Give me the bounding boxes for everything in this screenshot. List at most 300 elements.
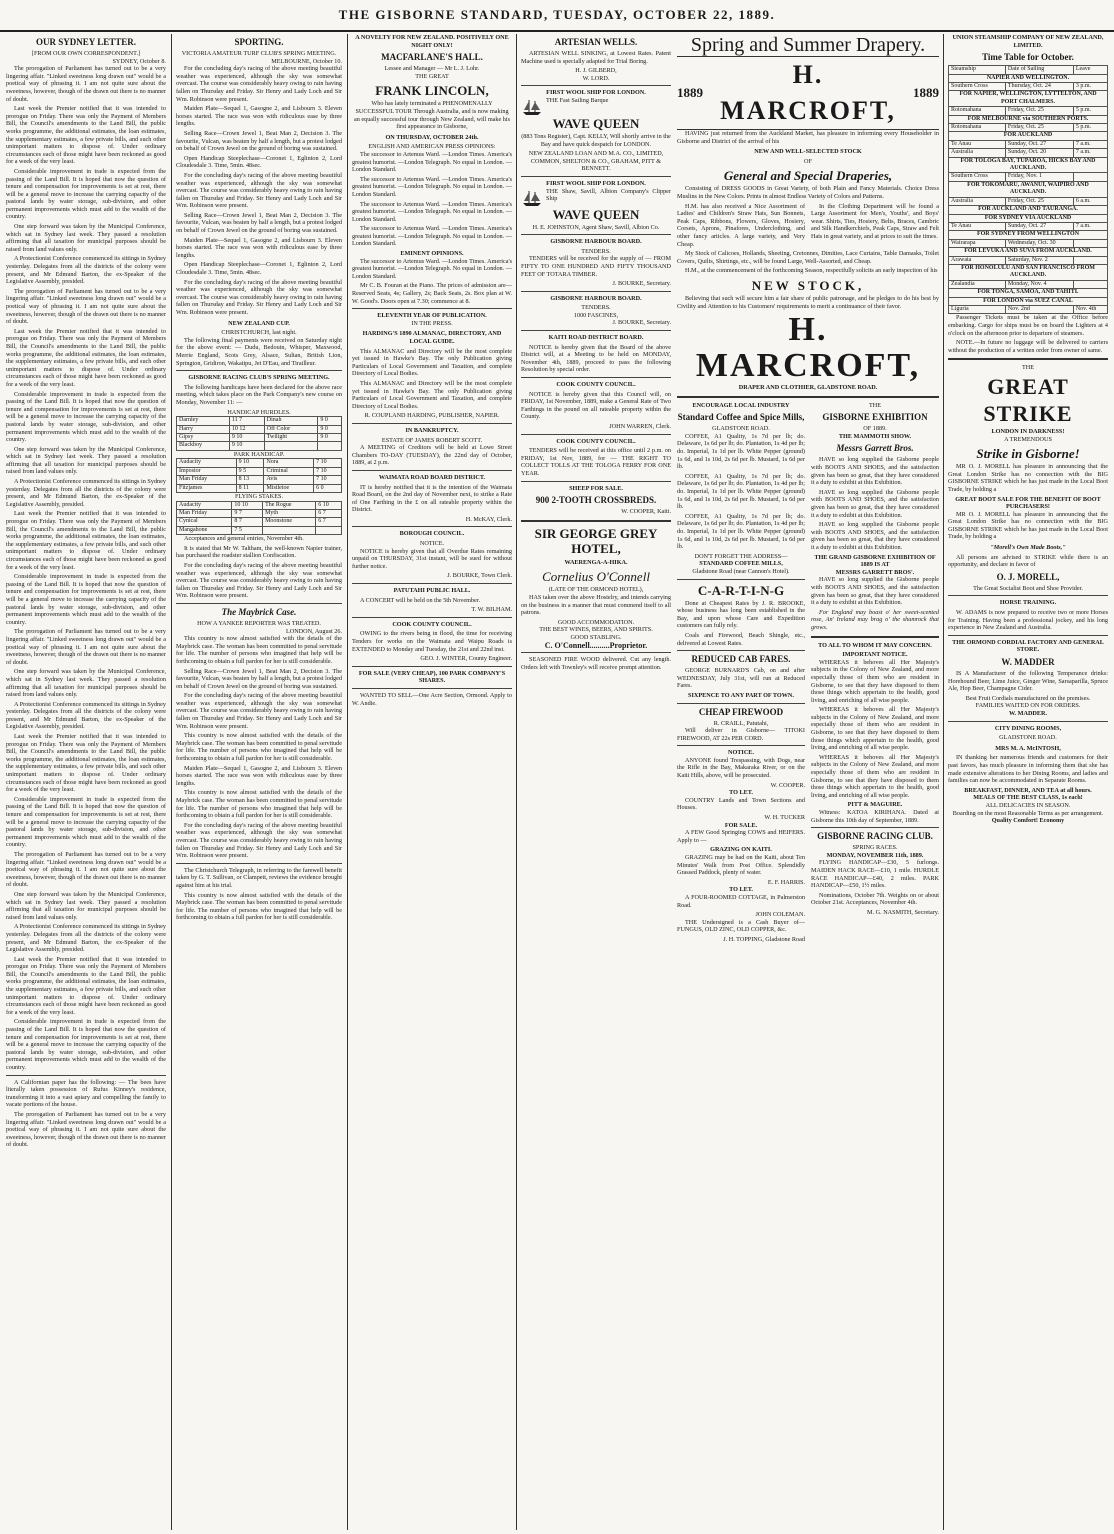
handicap-cell: 8 13 xyxy=(236,476,264,484)
ad-title: STRIKE xyxy=(983,400,1073,426)
ad-text: Coals and Firewood, Beach Shingle, etc., delivered at Lowest Rates. xyxy=(677,631,805,647)
ad-heading: ELEVENTH YEAR OF PUBLICATION. xyxy=(377,312,487,320)
ad-title: GISBORNE HARBOUR BOARD. xyxy=(550,238,642,246)
table-cell: 7 a.m. xyxy=(1073,222,1107,230)
ad-heading: STANDARD COFFEE MILLS, xyxy=(699,560,783,568)
table-cell: Sunday, Oct. 20 xyxy=(1005,149,1073,157)
paragraph: Last week the Premier notified that it was intended to prorogue on Friday. There was only the Payment of Members Bill, the Council's amendments to the Land Bill, the public works programme, the additional estimates, the loan estimates, the supplementary estimates, a few private bills, and such other unimportant matters to dispose of. Under ordinary circumstances each of those might have been reckoned as good for a week of the very least. xyxy=(6,510,166,571)
sailing-ship-icon xyxy=(521,189,543,207)
handicap-cell: 7 5 xyxy=(232,526,263,534)
ad-title: REDUCED CAB FARES. xyxy=(691,654,791,665)
handicap-cell: Darnley xyxy=(177,417,230,425)
ad-text: NOTICE is hereby given that the Board of the above District will, at a Meeting to be held on MONDAY, November 4th, 1889, proceed to pass the following Resolution by special order. xyxy=(521,343,671,374)
route-heading: FOR SYDNEY FROM WELLINGTON xyxy=(949,231,1108,239)
paragraph: Considerable improvement in trade is expected from the passing of the Land Bill. It is hoped that now the question of tenure and compensation for improvements is set at rest, there will be a general move to increase the carrying capacity of the pastoral lands by water storage, sub-division, and other permanent improvements which must add to the wealth of the country. xyxy=(6,390,166,444)
handicap-cell: Cynical xyxy=(177,518,232,526)
table-cell: Wairarapa xyxy=(949,239,1006,247)
ad-signature: H. E. JOHNSTON, Agent Shaw, Savill, Albion Co. xyxy=(532,223,660,231)
paragraph: This country is now almost satisfied with the details of the Maybrick case. The woman has been committed to penal servitude for life. The number of persons who imagined that help will be forthcoming to obtain a full pardon for her is still considerable. xyxy=(176,732,342,763)
ad-title: ARTESIAN WELLS. xyxy=(554,37,638,47)
divider xyxy=(352,308,512,309)
paragraph: For the concluding day's racing of the above meeting beautiful weather was experienced, although the sky was somewhat overcast. The course was considerably heavy owing to rain having fallen on Thursday and Friday. Sir Henry and Lady Loch and Sir Wm. Robinson were present. xyxy=(176,692,342,730)
table-cell: Liguria xyxy=(949,305,1006,313)
ad-text: ARTESIAN WELL SINKING, at Lowest Rates. Patent Machine used is specially adapted for Trial Boring. xyxy=(521,50,671,65)
divider xyxy=(521,234,671,235)
ad-text: For England may boast o' her sweet-scented rose, An' Ireland may brag o' the shamrock that grows. xyxy=(811,608,939,631)
ad-text: Mr C. B. Fouran at the Piano. The prices of admission are—Reserved Seats, 4s; Gallery, 2s; Back Seats, 2s. Box plan at W. W. Good's. Doors open at 7.30; commence at 8. xyxy=(352,282,512,305)
ad-title: "Morell's Own Made Boots," xyxy=(990,544,1066,552)
ad-title: WAIMATA ROAD BOARD DISTRICT. xyxy=(378,473,486,481)
handicap-cell: Audacity xyxy=(177,501,232,509)
race-heading: FLYING STAKES. xyxy=(234,492,284,500)
ad-heading: OF 1889. xyxy=(863,425,887,433)
ad-signature: W. LORD. xyxy=(582,74,610,82)
dateline: MELBOURNE, October 10. xyxy=(271,57,342,65)
ad-heading: DRAPER AND CLOTHIER, GLADSTONE ROAD. xyxy=(738,384,878,392)
ad-text: WHEREAS it behoves all Her Majesty's subjects in the Colony of New Zealand, and more especially those of them who are resident in Gisborne, to see that they have disposed to them those things which appertain to the health, good living, and enriching of all wise people. xyxy=(811,658,939,704)
lower-ads-block xyxy=(677,402,939,944)
divider xyxy=(6,1075,166,1076)
ad-title: W. MADDER xyxy=(1001,657,1055,667)
paragraph: One step forward was taken by the Municipal Conference, which sat in Sydney last week. They passed a resolution affirming that all taxation for municipal purposes should be raised from land values only. xyxy=(6,223,166,253)
ad-signature: W. MADDER. xyxy=(1008,709,1048,717)
ad-text: COFFEE, A1 Quality, 1s 7d per lb; do. Delaware, 1s 6d per lb; do. Plantation, 1s 4d per lb; do. Imperial, 1s 1d per lb. White Pepper (ground) 1s 6d, and 1s 10d, 2s 6d per lb. Mustard, 1s 6d per lb. xyxy=(677,512,805,551)
masthead: THE GISBORNE STANDARD, TUESDAY, OCTOBER 22, 1889. xyxy=(0,0,1114,32)
ad-text: A FOUR-ROOMED COTTAGE, in Palmerston Road. xyxy=(677,893,805,909)
ad-signature: C. O'Connell..........Proprietor. xyxy=(544,640,648,650)
dateline: SYDNEY, October 8. xyxy=(112,57,166,65)
ad-text: Believing that such will secure him a fair share of public patronage, and he pledges to do his best by Civility and Attention to his Customers' requirements to merit a continuance of their favor. xyxy=(677,294,939,310)
handicap-cell: Blackboy xyxy=(177,442,230,450)
section-heading: NEW ZEALAND CUP. xyxy=(228,319,290,327)
ad-text: 1000 FASCINES, xyxy=(573,311,619,319)
handicap-row xyxy=(177,484,342,492)
ad-signature: J. BOURKE, Secretary. xyxy=(612,280,671,288)
divider xyxy=(677,579,805,580)
divider xyxy=(677,703,805,704)
ad-title: Time Table for October. xyxy=(982,52,1074,63)
ad-text: Best Fruit Cordials manufactured on the premises. xyxy=(965,694,1091,702)
ad-title: NEW STOCK, xyxy=(751,277,865,293)
sailing-ship-icon xyxy=(521,98,543,116)
ad-heading: SHEEP FOR SALE. xyxy=(569,484,623,492)
paragraph: The prorogation of Parliament has turned out to be a very lingering affair. "Linked sweetness long drawn out" would be a poetical way of phrasing it. I am not quite sure about the sweetness, however, though of the drawn out there is no manner of doubt. xyxy=(6,628,166,666)
article-title: OUR SYDNEY LETTER. xyxy=(36,37,136,47)
ad-text: NOTICE is hereby given that all Overdue Rates remaining unpaid on THURSDAY, 31st instant, will be sued for without further notice. xyxy=(352,547,512,570)
ad-text: A MEETING of Creditors will be held at Lowe Street Chambers TO-DAY (TUESDAY), the 22nd day of October, 1889, at 2 p.m. xyxy=(352,444,512,467)
merchant-name: H. MARCROFT, xyxy=(695,311,921,385)
handicap-cell: 10 10 xyxy=(232,501,263,509)
table-cell: Friday, Oct. 25 xyxy=(1005,107,1073,115)
ad-title: COOK COUNTY COUNCIL. xyxy=(556,381,636,389)
ad-text: THE Undersigned is a Cash Buyer of— FUNGUS, OLD ZINC, OLD COPPER, &c. xyxy=(677,918,805,934)
ad-title: IN BANKRUPTCY. xyxy=(405,426,459,434)
ad-heading: THE GRAND GISBORNE EXHIBITION OF 1889 IS AT xyxy=(814,553,936,569)
ad-title: COOK COUNTY COUNCIL. xyxy=(556,437,636,445)
table-cell: Friday, Oct. 25 xyxy=(1005,124,1073,132)
paragraph: A Protectionist Conference commenced its sittings in Sydney yesterday. Delegates from all the districts of the colony were present, and Mr Edmund Barton, the ex-Speaker of the Legislative Assembly, presided. xyxy=(6,700,166,731)
handicap-cell: 9 10 xyxy=(229,442,264,450)
ad-title: Standard Coffee and Spice Mills, xyxy=(677,412,805,423)
ad-text: Gladstone Road (near Cannon's Hotel). xyxy=(692,567,790,575)
timetable xyxy=(948,65,1108,314)
handicap-cell: Moonstone xyxy=(263,518,316,526)
divider xyxy=(176,603,342,604)
marcroft-header xyxy=(677,56,939,130)
paragraph: Considerable improvement in trade is expected from the passing of the Land Bill. It is hoped that now the question of tenure and compensation for improvements is set at rest, there will be a general move to increase the carrying capacity of the pastoral lands by water storage, sub-division, and other permanent improvements which must add to the wealth of the country. xyxy=(6,573,166,626)
paragraph: Open Handicap Steeplechase—Coronet 1, Eglinton 2, Lord Cloudesdale 3. Time, 5min. 48sec. xyxy=(176,154,342,170)
route-heading: FOR AUCKLAND AND TAURANGA. xyxy=(949,206,1108,214)
ad-text: W. ADAMS is now prepared to receive two or more Horses for Training. Having been a professional jockey, and his long experience in New Zealand and Australia. xyxy=(948,609,1108,632)
divider xyxy=(352,617,512,618)
paragraph: For the concluding day's racing of the above meeting beautiful weather was experienced, although the sky was somewhat overcast. The course was considerably heavy owing to rain having fallen on Thursday and Friday. Sir Henry and Lady Loch and Sir Wm. Robinson were present. xyxy=(176,278,342,316)
table-cell: Sunday, Oct. 27 xyxy=(1005,222,1073,230)
ad-title: GISBORNE RACING CLUB. xyxy=(817,831,933,842)
ad-heading: FIRST WOOL SHIP FOR LONDON. xyxy=(546,179,646,187)
ad-text: A FEW Good Springing COWS and HEIFERS. Apply to — xyxy=(677,829,805,844)
ad-title: BOROUGH COUNCIL. xyxy=(399,530,465,538)
route-heading: FOR TOLOGA BAY, TUPAROA, HICKS BAY AND AUCKLAND. xyxy=(949,157,1108,173)
ad-text: The successor to Artemus Ward. —London Times. America's greatest humorist. —London Telegraph. No equal in London. —London Standard. xyxy=(352,150,512,174)
dateline: CHRISTCHURCH, last night. xyxy=(221,329,297,337)
ad-text: Will deliver in Gisborne— TITOKI FIREWOOD, AT 22s PER CORD. xyxy=(677,727,805,742)
divider xyxy=(677,745,805,746)
article-title: The Maybrick Case. xyxy=(221,606,297,617)
subheading: VICTORIA AMATEUR TURF CLUB'S SPRING MEETING. xyxy=(181,50,337,57)
route-heading: FOR TOKOMARU, AWANUI, WAIPIRO AND AUCKLAND. xyxy=(949,181,1108,197)
ad-text: THE Fast Sailing Barque xyxy=(546,96,609,104)
ad-heading: ALL DELICACIES IN SEASON. xyxy=(985,801,1071,809)
handicap-cell: Twilight xyxy=(264,433,318,441)
paragraph: Acceptances and general entries, November 4th. xyxy=(184,535,304,543)
ad-text: The successor to Artemus Ward. —London Times. America's greatest humorist. —London Telegraph. No equal in London. —London Standard. xyxy=(352,257,512,280)
ad-text: In the Clothing Department will be found a Large Assortment for Men's, Youths', and Boys' wear. Shirts, Ties, Hosiery, Belts, Braces, Cambric and Silk Handkerchiefs, Peak Caps, Straw and Felt Hats in great variety, and at prices to suit the times. xyxy=(811,202,939,240)
ad-text: FAMILIES WAITED ON FOR ORDERS. xyxy=(975,702,1081,710)
year-label: 1889 xyxy=(913,85,939,101)
handicap-cell: Fitzjames xyxy=(177,484,237,492)
ad-heading: EMINENT OPINIONS. xyxy=(400,250,464,258)
ad-heading: GOOD STABLING. xyxy=(570,633,622,641)
paragraph: The prorogation of Parliament has turned out to be a very lingering affair. "Linked sweetness long drawn out" would be a poetical way of phrasing it. I am not quite sure about the sweetness, however, though of the drawn out there is no manner of doubt. xyxy=(6,1110,166,1149)
route-heading: FOR NAPIER, WELLINGTON, LYTTELTON, AND PORT CHALMERS. xyxy=(949,91,1108,107)
table-cell: Saturday, Nov. 2 xyxy=(1005,256,1073,264)
paragraph: It is stated that Mr W. Taltham, the well-known Napier trainer, has purchased the roadster stallion Confiscation. xyxy=(176,544,342,560)
ad-text: HAVE so long supplied the Gisborne people with BOOTS AND SHOES, and the satisfaction given has been so great, that they have considered it a duty to exhibit at this Exhibition. xyxy=(811,576,939,607)
table-cell: Australia xyxy=(949,149,1006,157)
ad-heading: IN THE PRESS. xyxy=(411,319,453,327)
subheading: HOW A YANKEE REPORTER WAS TREATED. xyxy=(197,619,321,627)
divider xyxy=(176,863,342,864)
divider xyxy=(352,423,512,424)
divider xyxy=(352,666,512,667)
ad-heading: GLADSTONE ROAD. xyxy=(712,425,770,433)
ad-heading: GOOD ACCOMMODATION. xyxy=(557,618,635,626)
ad-title: GREAT xyxy=(987,373,1069,399)
handicap-cell: 9 10 xyxy=(229,433,264,441)
ad-text: The successor to Artemus Ward. —London Times. America's greatest humorist. —London Telegraph. No equal in London. —London Standard. xyxy=(352,200,512,223)
ad-heading: TENDERS. xyxy=(581,304,611,312)
handicap-cell: 7 10 xyxy=(314,476,342,484)
paragraph: One step forward was taken by the Municipal Conference, which sat in Sydney last week. They passed a resolution affirming that all taxation for municipal purposes should be raised from land values only. xyxy=(6,890,166,921)
table-header: Leave xyxy=(1073,66,1107,74)
paragraph: Last week the Premier notified that it was intended to prorogue on Friday. There was only the Payment of Members Bill, the Council's amendments to the Land Bill, the public works programme, the additional estimates, the loan estimates, the supplementary estimates, a few private bills, and such other unimportant matters to dispose of. Under ordinary circumstances each of those might have been reckoned as good for a week of the very least. xyxy=(6,105,166,166)
two-column-block xyxy=(677,203,939,251)
ad-heading: MEALS OF THE BEST CLASS, 1s each! xyxy=(973,794,1083,802)
ad-signature: JOHN COLEMAN. xyxy=(755,911,805,919)
ad-heading: TO LET. xyxy=(729,789,753,797)
handicap-row xyxy=(177,417,342,425)
ad-signature: PITT & MAGUIRE. xyxy=(847,801,903,809)
ad-signature: NEW ZEALAND LOAN AND M.A. CO., LIMITED, COMMON, SHELTON & CO., GRAHAM, PITT & BENNETT. xyxy=(528,150,664,173)
ad-signature: M. G. NASMITH, Secretary. xyxy=(867,908,939,916)
handicap-cell xyxy=(316,526,342,534)
ad-text: Boarding on the most Reasonable Terms as per arrangement. xyxy=(952,809,1104,817)
ad-title: SIR GEORGE GREY HOTEL, xyxy=(534,525,658,556)
table-cell: 5 p.m. xyxy=(1073,124,1107,132)
ad-text: (883 Tons Register), Capt. KELLY, Will shortly arrive in the Bay and have quick despatch for LONDON. xyxy=(521,132,671,148)
ad-title: Messrs Garrett Bros. xyxy=(836,443,914,454)
ad-heading: THE xyxy=(1021,364,1035,372)
table-cell xyxy=(1073,239,1107,247)
ad-text: GRAZING may be had on the Kaiti, about Ten Minutes' Walk from Post Office. Splendidly Grassed Paddock, plenty of water. xyxy=(677,854,805,877)
section-heading: GISBORNE RACING CLUB'S SPRING MEETING. xyxy=(188,374,330,382)
handicap-cell: Mistletoe xyxy=(264,484,314,492)
byline: [FROM OUR OWN CORRESPONDENT.] xyxy=(31,50,141,57)
divider xyxy=(811,636,939,638)
race-heading: HANDICAP HURDLES. xyxy=(227,408,291,416)
paragraph: A Protectionist Conference commenced its sittings in Sydney yesterday. Delegates from all the districts of the colony were present, and Mr Edmund Barton, the ex-Speaker of the Legislative Assembly, presided. xyxy=(6,255,166,286)
paragraph: One step forward was taken by the Municipal Conference, which sat in Sydney last week. They passed a resolution affirming that all taxation for municipal purposes should be raised from land values only. xyxy=(6,445,166,476)
ad-heading: MESSRS GARRETT BROS'. xyxy=(835,568,915,576)
ad-title: Strike in Gisborne! xyxy=(976,446,1080,462)
handicap-cell: 7 10 xyxy=(314,459,342,467)
ad-text: HAVE so long supplied the Gisborne people with BOOTS AND SHOES, and the satisfaction given has been so great, that they have considered it a duty to exhibit at this Exhibition. xyxy=(811,521,939,551)
paragraph: Selling Race—Crown Jewel 1, Beat Man 2, Decision 3. The favourite, Vulcan, was beaten by half a length, but a protest lodged on behalf of Crown Jewel on the ground of boring was sustained. xyxy=(176,129,342,153)
table-cell: Nov. 4th xyxy=(1073,305,1107,313)
handicap-cell: 7 10 xyxy=(314,467,342,475)
ad-text: The successor to Artemus Ward. —London Times. America's greatest humorist. —London Telegraph. No equal in London. —London Standard. xyxy=(352,225,512,248)
ad-text: COFFEE, A1 Quality, 1s 7d per lb; do. Delaware, 1s 6d per lb; do. Plantation, 1s 4d per lb; do. Imperial, 1s 1d per lb. White Pepper (ground) 1s 6d, and 1s 10d, 2s 6d per lb. Mustard, 1s 6d per lb. xyxy=(677,432,805,471)
paragraph: For the concluding day's racing of the above meeting beautiful weather was experienced, although the sky was somewhat overcast. The course was considerably heavy owing to rain having fallen on Thursday and Friday. Sir Henry and Lady Loch and Sir Wm. Robinson were present. xyxy=(176,65,342,103)
divider xyxy=(521,176,671,177)
divider xyxy=(521,377,671,378)
ad-title: CITY DINING ROOMS, xyxy=(994,724,1062,732)
ad-text: WHEREAS it behoves all Her Majesty's subjects in the Colony of New Zealand, and more especially those of them who are resident in Gisborne, to see that they have disposed to them those things which appertain to the health, good living, and enriching of all wise people. xyxy=(811,706,939,752)
divider xyxy=(521,481,671,482)
ad-title: GISBORNE HARBOUR BOARD. xyxy=(550,294,642,302)
column-rule xyxy=(943,34,944,1530)
ad-heading: R. CRAILL, Patutahi, xyxy=(713,719,769,727)
race-heading: PARK HANDICAP. xyxy=(233,450,285,458)
ad-heading: A TREMENDOUS xyxy=(1004,435,1052,443)
ad-text: HAS taken over the above Hostelry, and intends carrying on the business in a manner that must commend itself to all patrons. xyxy=(521,593,671,617)
ad-signature: R. COUPLAND HARDING, PUBLISHER, NAPIER. xyxy=(364,412,500,420)
ad-text: THE Shaw, Savill, Albion Company's Clipper Ship xyxy=(546,187,671,203)
divider xyxy=(521,652,671,653)
ad-text: Consisting of DRESS GOODS in Great Variety, of both Plain and Fancy Materials. Choice Dress Muslins in the New Colors. Prints in almost Endless Variety of Colors and Patterns. xyxy=(677,185,939,200)
ad-text: H.M. has also received a Nice Assortment of Ladies' and Children's Straw Hats, Sun Bonnets, Peak Caps, Ribbons, Flowers, Gloves, Hosiery, Corsets, Aprons, Pinafores, Underclothing, and other fancy articles. A large variety, and Very Cheap. xyxy=(677,202,805,248)
ad-signature: J. H. TOPPING, Gladstone Road xyxy=(723,935,805,943)
handicap-cell xyxy=(263,526,316,534)
ad-signature: W. COOPER. xyxy=(770,781,805,789)
handicap-cell: Criminal xyxy=(264,467,314,475)
table-cell: Monday, Nov. 4 xyxy=(1005,280,1073,288)
column-shipping-and-ads xyxy=(948,34,1108,1530)
table-header: Date of Sailing xyxy=(1005,66,1073,74)
table-cell: Australia xyxy=(949,197,1006,205)
ad-signature: J. BOURKE, Town Clerk. xyxy=(447,572,512,580)
handicap-cell: 8 11 xyxy=(236,484,264,492)
handicap-cell: Impostor xyxy=(177,467,237,475)
table-cell xyxy=(1073,280,1107,288)
ad-heading: FIRST WOOL SHIP FOR LONDON. xyxy=(546,89,646,97)
ad-signature: H. McKAY, Clerk. xyxy=(465,515,512,523)
ad-title: FRANK LINCOLN, xyxy=(375,83,489,99)
ad-text: GEORGE BURNARD'S Cab, on and after WEDNESDAY, July 31st, will run at Reduced Fares. xyxy=(677,667,805,690)
ad-heading: THE MAMMOTH SHOW. xyxy=(838,432,912,440)
ad-title: 900 2-TOOTH CROSSBREDS. xyxy=(535,495,657,506)
ad-heading: TENDERS. xyxy=(581,247,611,255)
ad-signature: T. W. BILHAM. xyxy=(471,606,512,614)
ad-title: C-A-R-T-I-N-G xyxy=(697,582,785,598)
divider xyxy=(521,520,671,522)
handicap-cell: Off Color xyxy=(264,425,318,433)
divider xyxy=(948,595,1108,596)
table-cell: Friday, Nov. 1 xyxy=(1005,173,1073,181)
handicap-row xyxy=(177,459,342,467)
handicap-cell: Audacity xyxy=(177,459,237,467)
handicap-cell: 8 7 xyxy=(232,518,263,526)
handicap-cell: 9 5 xyxy=(236,467,264,475)
ad-text: OWING to the rivers being in flood, the time for receiving Tenders for works on the Waimata and Waipu Roads is EXTENDED to Monday and Tuesday, the 21st and 22nd inst. xyxy=(352,630,512,653)
handicap-cell: Man Friday xyxy=(177,509,232,517)
ad-signature: W. COOPER, Kaiti. xyxy=(621,508,671,516)
ad-heading: MONDAY, NOVEMBER 11th, 1889. xyxy=(826,851,924,859)
handicap-cell: 9 0 xyxy=(318,433,342,441)
handicap-cell: 6 0 xyxy=(314,484,342,492)
table-cell: Rotomahana xyxy=(949,124,1006,132)
table-cell: Thursday, Oct. 24 xyxy=(1005,83,1073,91)
divider xyxy=(176,370,342,371)
column-rule xyxy=(516,34,517,1530)
ad-text: All persons are advised to STRIKE while there is an opportunity, and declare in favor of xyxy=(948,553,1108,569)
paragraph: Selling Race—Crown Jewel 1, Beat Man 2, Decision 3. The favourite, Vulcan, was beaten by half a length, but a protest lodged on behalf of Crown Jewel on the ground of boring was sustained. xyxy=(176,211,342,235)
paragraph: Maiden Plate—Sequel 1, Gasogne 2, and Lisbourn 3. Eleven horses started. The race was won with ridiculous ease by three lengths. xyxy=(176,105,342,128)
year-label: 1889 xyxy=(677,85,703,101)
handicap-cell: Harry xyxy=(177,425,230,433)
paragraph: The prorogation of Parliament has turned out to be a very lingering affair. "Linked sweetness long drawn out" would be a poetical way of phrasing it. I am not quite sure about the sweetness, however, though of the drawn out there is no manner of doubt. xyxy=(6,65,166,103)
ad-text: Lessee and Manager — Mr L. J. Lohr. xyxy=(384,65,480,73)
ad-text: TENDERS will be received at this office until 2 p.m. on FRIDAY, 1st Nov, 1889, for — THE RIGHT TO COLLECT TOLLS AT THE TOLOGA FERRY FOR ONE YEAR. xyxy=(521,447,671,477)
column-rule xyxy=(171,34,172,1530)
handicap-row xyxy=(177,425,342,433)
ad-banner: Spring and Summer Drapery. xyxy=(690,34,926,56)
ad-heading: WAERENGA-A-HIKA. xyxy=(564,558,628,566)
paragraph: This country is now almost satisfied with the details of the Maybrick case. The woman has been committed to penal servitude for life. The number of persons who imagined that help will be forthcoming to obtain a full pardon for her is still considerable. xyxy=(176,891,342,922)
ad-title: General and Special Draperies, xyxy=(723,168,893,184)
ad-text: This ALMANAC and Directory will be the most complete yet issued in Hawke's Bay. The only Publication giving Particulars of Local Government and Taxation, and complete Directory of Local Bodies. xyxy=(352,379,512,410)
ad-text: Nominations, October 7th. Weights on or about October 21st. Acceptances, November 4th. xyxy=(811,891,939,907)
handicap-cell: Nora xyxy=(264,459,314,467)
ad-text: IN thanking her numerous friends and customers for their past favors, has much pleasure in informing them that she has made extensive alterations to her Dining Rooms, and ladies and families can now be accommodated in Separate Rooms. xyxy=(948,754,1108,785)
handicap-cell: 9 10 xyxy=(236,459,264,467)
ad-heading: GREAT BOOT SALE FOR THE BENEFIT OF BOOT PURCHASERS! xyxy=(955,495,1101,511)
ad-heading: GLADSTONE ROAD. xyxy=(999,734,1057,742)
ad-text: MR O. J. MORELL has pleasure in announcing that the Great London Strike has no connection with the BIG GISBORNE STRIKE which he has just made in the Local Boot Trade, by holding a xyxy=(948,510,1108,541)
handicap-cell: 11 7 xyxy=(229,417,264,425)
divider xyxy=(521,330,671,331)
divider xyxy=(948,358,1108,360)
table-cell: Te Anau xyxy=(949,222,1006,230)
ad-title: HARDING'S 1890 ALMANAC, DIRECTORY, AND LOCAL GUIDE. xyxy=(362,330,502,345)
ad-title: GISBORNE EXHIBITION xyxy=(822,412,928,423)
ad-text: Witness: KATOA KIRIHANA. Dated at Gisborne this 10th day of September, 1889. xyxy=(811,809,939,824)
route-heading: FOR LONDON via SUEZ CANAL xyxy=(949,297,1108,305)
handicap-cell: 9 0 xyxy=(318,417,342,425)
ad-text: FLYING HANDICAP—£30, 5 furlongs. MAIDEN HACK RACE—£10, 1 mile. HURDLE RACE HANDICAP—£40, 2 miles. PARK HANDICAP—£50, 1½ miles. xyxy=(811,859,939,890)
divider xyxy=(352,688,512,689)
handicap-row xyxy=(177,509,342,517)
ad-heading: THE xyxy=(868,401,882,409)
ad-text: COFFEE, A1 Quality, 1s 7d per lb; do. Delaware, 1s 6d per lb; do. Plantation, 1s 4d per lb; do. Imperial, 1s 1d per lb. White Pepper (ground) 1s 6d, and 1s 10d, 2s 6d per lb. Mustard, 1s 6d per lb. xyxy=(677,472,805,511)
ad-text: Done at Cheapest Rates by J. R. BROOKE, whose business has long been established in the Bay, and upon whose Care and Expedition customers can fully rely. xyxy=(677,599,805,630)
paragraph: For the concluding day's racing of the above meeting beautiful weather was experienced, although the sky was somewhat overcast. The course was considerably heavy owing to rain having fallen on Thursday and Friday. Sir Henry and Lady Loch and Sir Wm. Robinson were present. xyxy=(176,561,342,600)
paragraph: Last week the Premier notified that it was intended to prorogue on Friday. There was only the Payment of Members Bill, the Council's amendments to the Land Bill, the public works programme, the additional estimates, the loan estimates, the supplementary estimates, a few private bills, and such other unimportant matters to dispose of. Under ordinary circumstances each of those might have been reckoned as good for a week of the very least. xyxy=(6,733,166,794)
table-cell: Zealandia xyxy=(949,280,1006,288)
paragraph: Maiden Plate—Sequel 1, Gasogne 2, and Lisbourn 3. Eleven horses started. The race was won with ridiculous ease by three lengths. xyxy=(176,764,342,787)
ad-text: The successor to Artemus Ward. —London Times. America's greatest humorist. —London Telegraph. No equal in London. —London Standard. xyxy=(352,175,512,198)
handicap-cell: Man Friday xyxy=(177,476,237,484)
ad-signature: W. H. TUCKER xyxy=(764,814,805,822)
paragraph: A Californian paper has the following: — The bees have literally taken possession of Rufus Kinney's residence, transforming it into a vast apiary and compelling the family to vacate portions of the house. xyxy=(6,1078,166,1109)
route-heading: FOR HONOLULU AND SAN FRANCISCO FROM AUCKLAND. xyxy=(949,264,1108,280)
handicap-row xyxy=(177,442,342,450)
ad-text: Who has lately terminated a PHENOMENALLY SUCCESSFUL TOUR Through Australia, and is now making an equally successful tour through New Zealand, will make his first appearance in Gisborne, xyxy=(353,100,511,131)
ad-heading: UNION STEAMSHIP COMPANY OF NEW ZEALAND, LIMITED. xyxy=(952,34,1104,49)
handicap-row xyxy=(177,501,342,509)
paragraph: Considerable improvement in trade is expected from the passing of the Land Bill. It is hoped that now the question of tenure and compensation for improvements is set at rest, there will be a general move to increase the carrying capacity of the pastoral lands by water storage, sub-division, and other permanent improvements which must add to the wealth of the country. xyxy=(6,167,166,221)
ad-heading: BREAKFAST, DINNER, AND TEA at all hours. xyxy=(964,786,1092,794)
paragraph: Selling Race—Crown Jewel 1, Beat Man 2, Decision 3. The favourite, Vulcan, was beaten by half a length, but a protest lodged on behalf of Crown Jewel on the ground of boring was sustained. xyxy=(176,667,342,690)
ad-title: THE ORMOND CORDIAL FACTORY AND GENERAL STORE. xyxy=(952,638,1104,654)
table-cell: 6 a.m. xyxy=(1073,197,1107,205)
paragraph: Last week the Premier notified that it was intended to prorogue on Friday. There was only the Payment of Members Bill, the Council's amendments to the Land Bill, the public works programme, the additional estimates, the loan estimates, the supplementary estimates, a few private bills, and such other unimportant matters to dispose of. Under ordinary circumstances each of those might have been reckoned as good for a week of the very least. xyxy=(6,955,166,1016)
ad-heading: FOR SALE (VERY CHEAP), 100 PARK COMPANY'S SHARES. xyxy=(358,669,506,685)
ad-text: MR O. J. MORELL has pleasure in announcing that the Great London Strike has no connection with the BIG GISBORNE STRIKE which he has just made in the Local Boot Trade, by holding a xyxy=(948,463,1108,493)
ad-text: A CONCERT will be held on the 5th November. xyxy=(360,596,480,604)
route-heading: FOR MELBOURNE via SOUTHERN PORTS. xyxy=(949,115,1108,123)
column-drapery-and-ads xyxy=(677,34,939,1530)
ad-signature: JOHN WARREN, Clerk. xyxy=(609,423,671,430)
ad-title: COOK COUNTY COUNCIL. xyxy=(392,620,472,628)
handicap-cell: 6 10 xyxy=(316,501,342,509)
ad-text: ANYONE found Trespassing, with Dogs, near the Rifle in the Bay, Makaraka River, or on the Kaiti Hills, above, will be prosecuted. xyxy=(677,756,805,780)
handicap-cell xyxy=(318,442,342,450)
paragraph: The following final payments were received on Saturday night for the above event: — Dudu, Bedouin, Whisper, Maxwood, Merrie England, Scots Grey, Alsace, Sultan, British Lion, Springton, Gridiron, Wakatipu, Jet D'Eau, and Tirailleur. xyxy=(176,336,342,367)
handicap-cell: Gipsy xyxy=(177,433,230,441)
handicap-row xyxy=(177,467,342,475)
ad-text: SEASONED FIRE WOOD delivered. Cut any length. Orders left with Townley's will receive prompt attention. xyxy=(521,656,671,671)
divider xyxy=(948,635,1108,636)
ad-heading: ON THURSDAY, OCTOBER 24th. xyxy=(385,133,479,141)
ad-text: My Stock of Calicoes, Hollands, Sheeting, Cretonnes, Dimities, Lace Curtains, Table Damasks, Toilet Covers, Quilts, Shirtings, etc., will be found Large, Well-Assorted, and Cheap. xyxy=(677,250,939,265)
ad-heading: A NOVELTY FOR NEW ZEALAND. POSITIVELY ONE NIGHT ONLY! xyxy=(355,34,509,49)
divider xyxy=(352,583,512,584)
ad-heading: LONDON IN DARKNESS! xyxy=(991,427,1065,435)
ad-text: NOTE.—In future no luggage will be delivered to carriers without the production of a written order from owner of same. xyxy=(948,339,1108,354)
divider xyxy=(677,650,805,651)
ad-text: IT is hereby notified that it is the intention of the Waimata Road Board, on the 2nd day of November next, to strike a Rate of One Farthing in the £ on all rateable property within the District. xyxy=(352,483,512,514)
